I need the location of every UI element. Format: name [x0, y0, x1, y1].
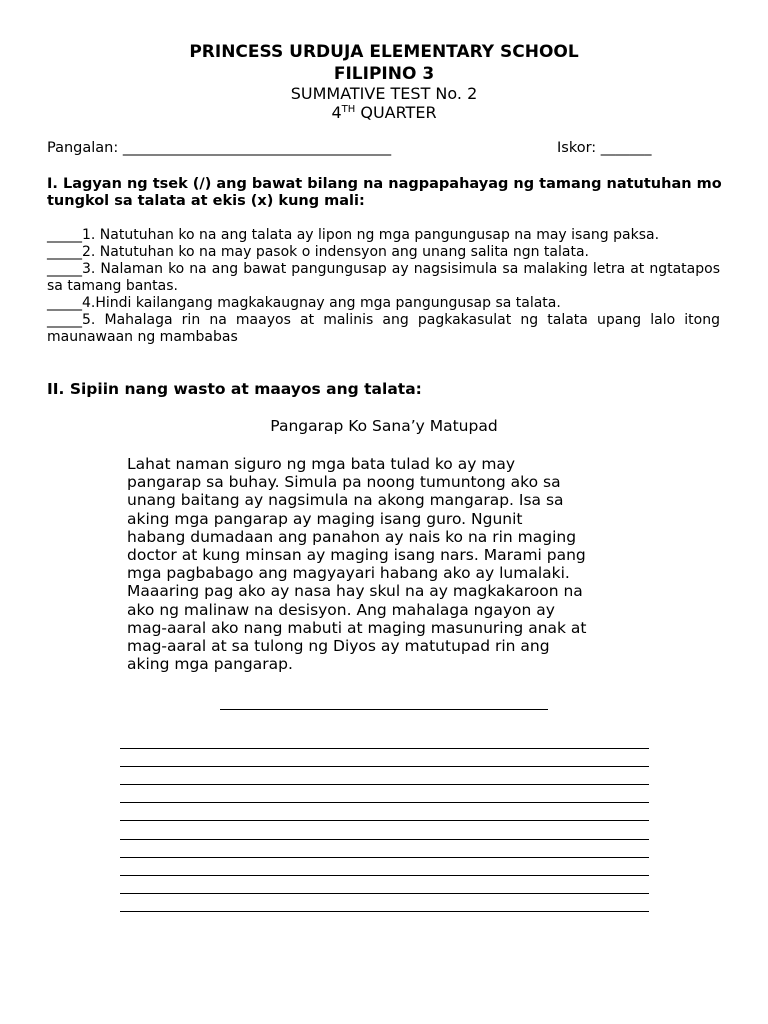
item-1: _____1. Natutuhan ko na ang talata ay lipon ng mga pangungusap na may isang paksa. [47, 227, 660, 243]
answer-line [120, 858, 649, 876]
copy-title-line [220, 709, 548, 710]
name-field: Pangalan: _____________________________________ [47, 140, 392, 156]
passage [127, 455, 647, 673]
item-2: _____2. Natutuhan ko na may pasok o indensyon ang unang salita ngn talata. [47, 244, 589, 260]
copy-answer-lines [120, 731, 649, 912]
passage-line: unang baitang ay nagsimula na akong mangarap. Isa sa [127, 491, 564, 510]
answer-line [120, 840, 649, 858]
quarter-title [0, 103, 768, 122]
school-name: PRINCESS URDUJA ELEMENTARY SCHOOL [189, 42, 579, 62]
passage-line: pangarap sa buhay. Simula pa noong tumuntong ako sa [127, 473, 561, 492]
passage-title: Pangarap Ko Sana’y Matupad [270, 417, 498, 435]
passage-line: habang dumadaan ang panahon ay nais ko na rin maging [127, 527, 577, 546]
section-2-instructions: II. Sipiin nang wasto at maayos ang talata: [47, 380, 422, 398]
passage-line: aking mga pangarap. [127, 655, 293, 674]
section-1-items [47, 227, 720, 346]
passage-line: mag-aaral ako nang mabuti at maging masunuring anak at [127, 618, 587, 637]
quarter-suffix: TH [341, 104, 356, 115]
score-field: Iskor: _______ [557, 140, 652, 156]
item-4: _____4.Hindi kailangang magkakaugnay ang mga pangungusap sa talata. [47, 295, 561, 311]
answer-line [120, 876, 649, 894]
answer-line [120, 731, 649, 749]
answer-line [120, 767, 649, 785]
answer-line [120, 894, 649, 912]
passage-line: Maaaring pag ako ay nasa hay skul na ay magkakaroon na [127, 582, 583, 601]
passage-line: doctor at kung minsan ay maging isang nars. Marami pang [127, 546, 586, 565]
answer-line [120, 749, 649, 767]
passage-line: ako ng malinaw na desisyon. Ang mahalaga ngayon ay [127, 600, 555, 619]
quarter-number: 4 [331, 103, 342, 122]
answer-line [120, 785, 649, 803]
passage-line: Lahat naman siguro ng mga bata tulad ko ay may [127, 455, 516, 473]
answer-line [120, 821, 649, 839]
section-1-instructions: I. Lagyan ng tsek (/) ang bawat bilang na nagpapahayag ng tamang natutuhan mo tungkol sa talata at ekis (x) kung mali: [47, 176, 722, 209]
item-5: _____5. Mahalaga rin na maayos at malinis ang pagkakasulat ng talata upang lalo itong maunawaan ng mambabas [47, 312, 720, 345]
passage-line: mga pagbabago ang magyayari habang ako ay lumalaki. [127, 564, 570, 583]
quarter-word: QUARTER [355, 103, 437, 122]
item-3: _____3. Nalaman ko na ang bawat pangungusap ay nagsisimula sa malaking letra at ngtatapos sa tamang bantas. [47, 261, 720, 294]
answer-line [120, 803, 649, 821]
test-title: SUMMATIVE TEST No. 2 [290, 84, 478, 103]
passage-line: aking mga pangarap ay maging isang guro. Ngunit [127, 509, 523, 528]
passage-line: mag-aaral at sa tulong ng Diyos ay matutupad rin ang [127, 637, 550, 656]
subject-title: FILIPINO 3 [333, 64, 435, 84]
